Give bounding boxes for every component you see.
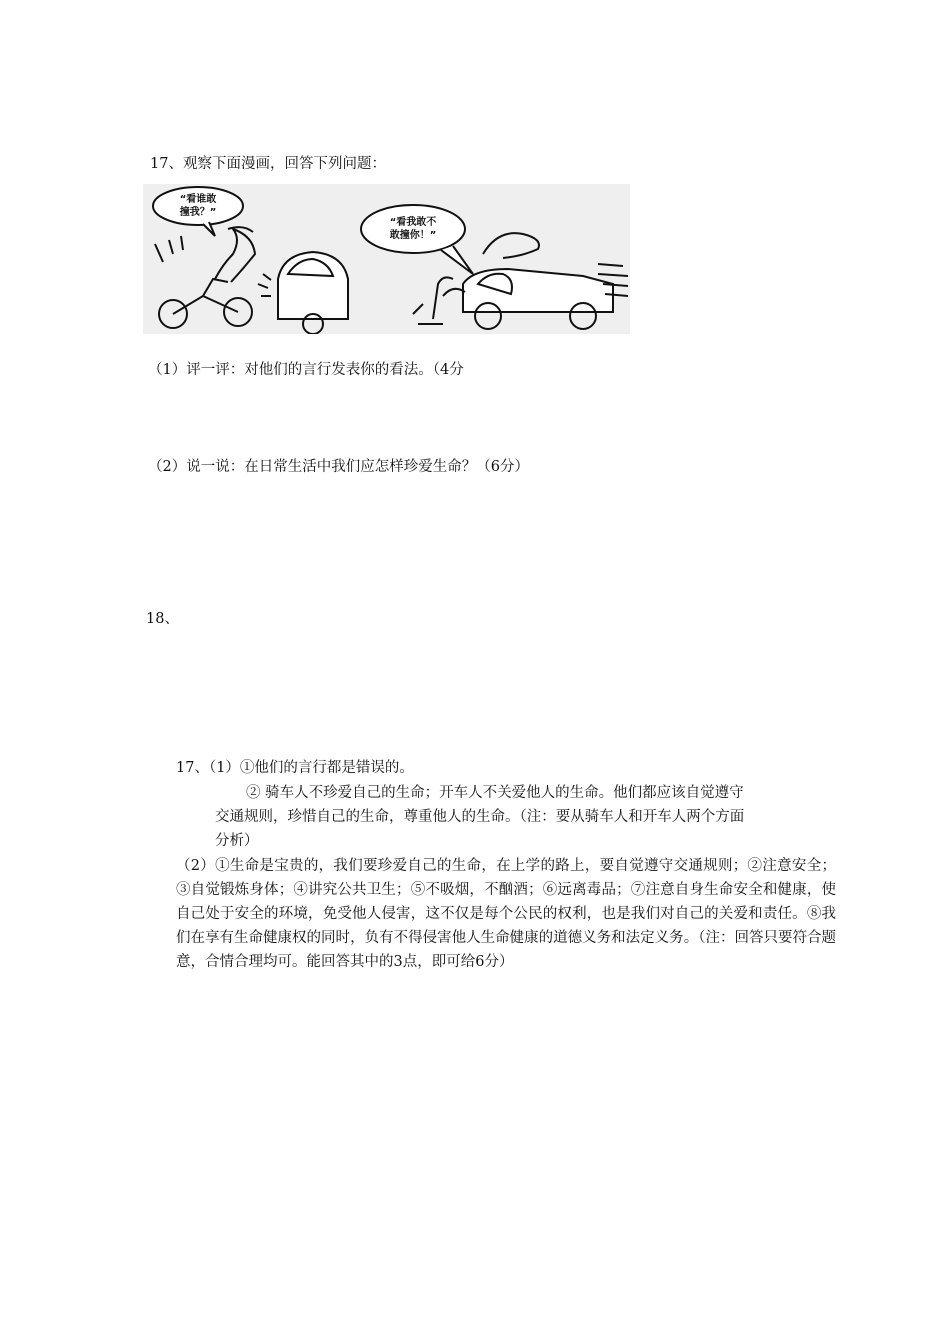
right-bubble-line-1: “看我敢不	[389, 217, 437, 228]
left-speech-bubble	[153, 187, 243, 225]
left-bubble-line-1: “看谁敢	[179, 194, 217, 205]
right-speech-bubble	[361, 205, 465, 253]
answer-17-part-1-line-3: 交通规则，珍惜自己的生命，尊重他人的生命。（注：要从骑车人和开车人两个方面	[215, 809, 745, 825]
traffic-cartoon	[143, 184, 630, 334]
cartoon-drawing	[143, 184, 630, 334]
answer-17-part-2: （2）①生命是宝贵的，我们要珍爱自己的生命，在上学的路上，要自觉遵守交通规则；②注意安全；③自觉锻炼身体；④讲究公共卫生；⑤不吸烟，不酗酒；⑥远离毒品；⑦注意自身生命安全和健康，使自己处于安全的环境，免受他人侵害，这不仅是每个公民的权利，也是我们对自己的关爱和责任。⑧我们在享有生命健康权的同时，负有不得侵害他人生命健康的道德义务和法定义务。（注：回答只要符合题意，合情合理均可。能回答其中的3点，即可给6分）	[176, 858, 836, 970]
question-17-part-1: （1）评一评：对他们的言行发表你的看法。（4分	[148, 362, 464, 378]
answer-17-part-1-head: 17、（1）①他们的言行都是错误的。	[176, 760, 414, 776]
answer-17-part-1-line-2: ② 骑车人不珍爱自己的生命；开车人不关爱他人的生命。他们都应该自觉遵守	[246, 785, 744, 801]
question-17-prompt: 17、观察下面漫画，回答下列问题：	[150, 156, 386, 172]
left-bubble-line-2: 撞我？”	[179, 207, 217, 218]
question-18-label: 18、	[146, 611, 179, 627]
answer-17-part-1-line-4: 分析）	[215, 833, 259, 849]
question-17-part-2: （2）说一说：在日常生活中我们应怎样珍爱生命？（6分）	[148, 459, 529, 475]
right-bubble-line-2: 敢撞你！”	[389, 230, 437, 241]
